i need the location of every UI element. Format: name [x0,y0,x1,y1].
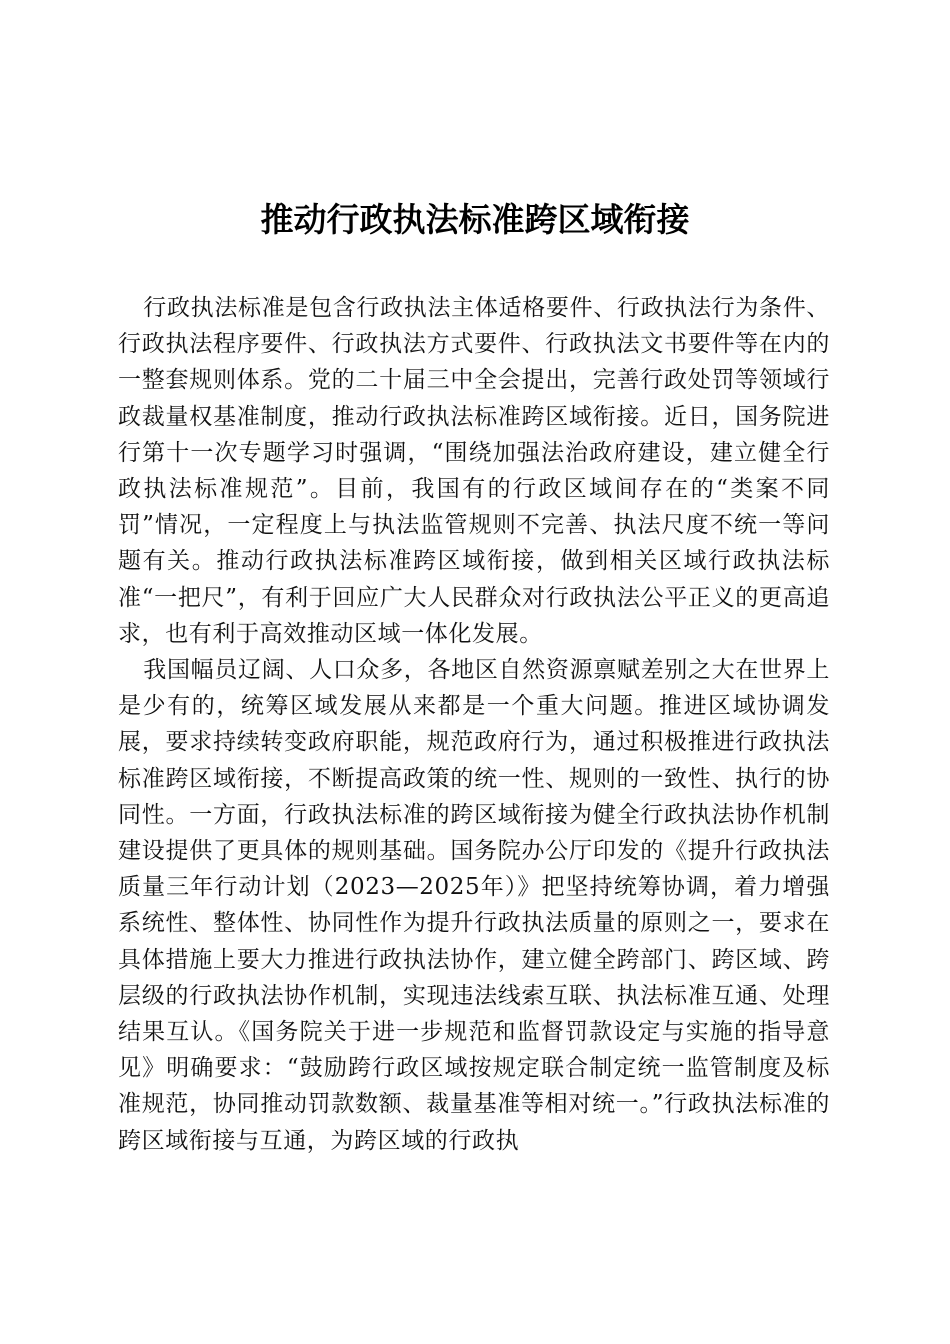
paragraph-2: 我国幅员辽阔、人口众多，各地区自然资源禀赋差别之大在世界上是少有的，统筹区域发展从来都是一个重大问题。推进区域协调发展，要求持续转变政府职能，规范政府行为，通过积极推进行政执法标准跨区域衔接，不断提高政策的统一性、规则的一致性、执行的协同性。一方面，行政执法标准的跨区域衔接为健全行政执法协作机制建设提供了更具体的规则基础。国务院办公厅印发的《提升行政执法质量三年行动计划（2023—2025年）》把坚持统筹协调，着力增强系统性、整体性、协同性作为提升行政执法质量的原则之一，要求在具体措施上要大力推进行政执法协作，建立健全跨部门、跨区域、跨层级的行政执法协作机制，实现违法线索互联、执法标准互通、处理结果互认。《国务院关于进一步规范和监督罚款设定与实施的指导意见》明确要求：“鼓励跨行政区域按规定联合制定统一监管制度及标准规范，协同推动罚款数额、裁量基准等相对统一。”行政执法标准的跨区域衔接与互通，为跨区域的行政执 [118,657,830,1154]
article-body [118,290,830,1159]
page-title: 推动行政执法标准跨区域衔接 [260,200,690,239]
paragraph-1: 行政执法标准是包含行政执法主体适格要件、行政执法行为条件、行政执法程序要件、行政执法方式要件、行政执法文书要件等在内的一整套规则体系。党的二十届三中全会提出，完善行政处罚等领域行政裁量权基准制度，推动行政执法标准跨区域衔接。近日，国务院进行第十一次专题学习时强调，“围绕加强法治政府建设，建立健全行政执法标准规范”。目前，我国有的行政区域间存在的“类案不同罚”情况，一定程度上与执法监管规则不完善、执法尺度不统一等问题有关。推动行政执法标准跨区域衔接，做到相关区域行政执法标准“一把尺”，有利于回应广大人民群众对行政执法公平正义的更高追求，也有利于高效推动区域一体化发展。 [118,295,830,647]
